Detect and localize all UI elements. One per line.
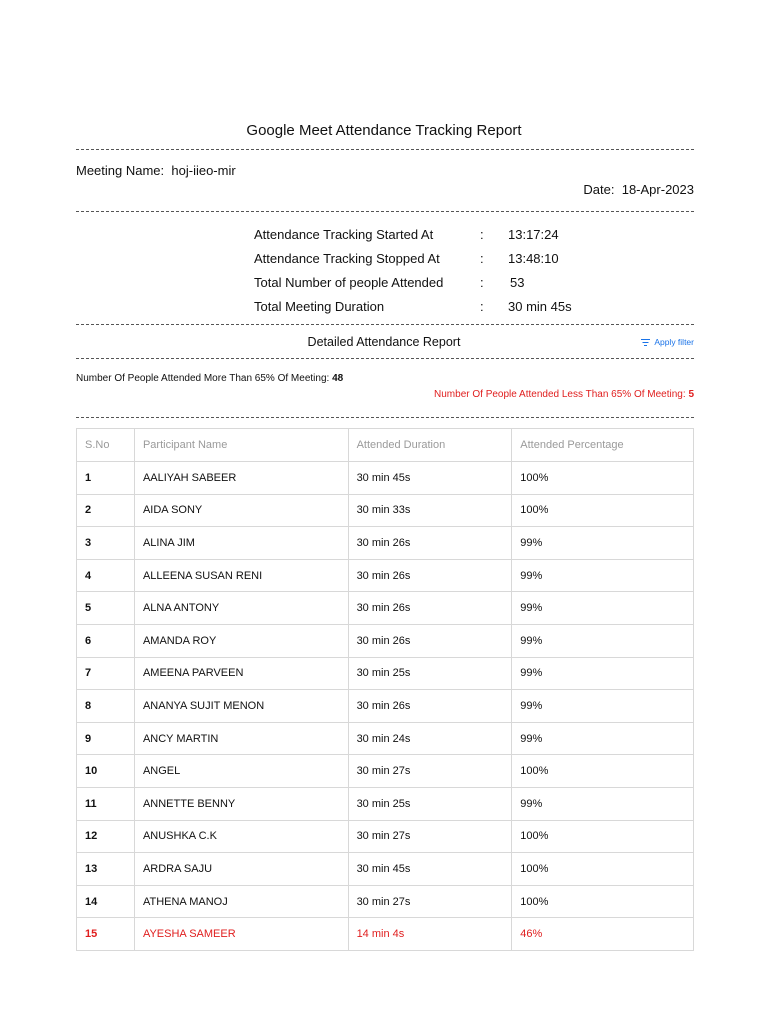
cell-sno: 1 bbox=[77, 462, 135, 495]
table-row bbox=[77, 853, 694, 886]
stat-colon: : bbox=[480, 274, 484, 290]
table-row bbox=[77, 787, 694, 820]
summary-more-count: 48 bbox=[332, 373, 344, 384]
cell-duration: 30 min 25s bbox=[348, 787, 512, 820]
summary-less-than-65 bbox=[434, 389, 694, 400]
summary-less-label: Number Of People Attended Less Than 65% Of Meeting: bbox=[434, 389, 686, 400]
cell-percent: 99% bbox=[512, 722, 694, 755]
date-line bbox=[583, 182, 694, 197]
cell-percent: 99% bbox=[512, 592, 694, 625]
cell-duration: 30 min 45s bbox=[348, 462, 512, 495]
cell-duration: 30 min 26s bbox=[348, 527, 512, 560]
cell-name: ATHENA MANOJ bbox=[134, 885, 348, 918]
cell-sno: 14 bbox=[77, 885, 135, 918]
meeting-name-label: Meeting Name: bbox=[76, 163, 165, 178]
table-row bbox=[77, 657, 694, 690]
cell-sno: 3 bbox=[77, 527, 135, 560]
table-row bbox=[77, 494, 694, 527]
cell-name: AIDA SONY bbox=[134, 494, 348, 527]
cell-percent: 100% bbox=[512, 462, 694, 495]
detailed-report-title: Detailed Attendance Report bbox=[307, 335, 461, 349]
cell-percent: 99% bbox=[512, 527, 694, 560]
stat-value: 13:48:10 bbox=[508, 250, 559, 266]
table-row bbox=[77, 624, 694, 657]
cell-duration: 30 min 26s bbox=[348, 690, 512, 723]
cell-sno: 6 bbox=[77, 624, 135, 657]
summary-less-count: 5 bbox=[688, 389, 694, 400]
date-label: Date: bbox=[583, 182, 615, 197]
cell-duration: 30 min 25s bbox=[348, 657, 512, 690]
divider bbox=[76, 324, 694, 325]
stat-value: 30 min 45s bbox=[508, 298, 572, 314]
cell-name: ANGEL bbox=[134, 755, 348, 788]
cell-sno: 5 bbox=[77, 592, 135, 625]
cell-name: AMEENA PARVEEN bbox=[134, 657, 348, 690]
cell-percent: 99% bbox=[512, 559, 694, 592]
table-row-low-attendance bbox=[77, 918, 694, 951]
summary-more-than-65 bbox=[76, 373, 343, 384]
cell-duration: 30 min 27s bbox=[348, 820, 512, 853]
cell-duration: 30 min 26s bbox=[348, 592, 512, 625]
cell-name: ALINA JIM bbox=[134, 527, 348, 560]
meeting-name-value: hoj-iieo-mir bbox=[171, 163, 236, 178]
divider bbox=[76, 211, 694, 212]
cell-duration: 30 min 26s bbox=[348, 559, 512, 592]
cell-name: ALNA ANTONY bbox=[134, 592, 348, 625]
cell-percent: 46% bbox=[512, 918, 694, 951]
cell-sno: 12 bbox=[77, 820, 135, 853]
attendance-table bbox=[76, 428, 694, 951]
cell-sno: 7 bbox=[77, 657, 135, 690]
cell-duration: 30 min 26s bbox=[348, 624, 512, 657]
cell-percent: 99% bbox=[512, 657, 694, 690]
summary-more-label: Number Of People Attended More Than 65% Of Meeting: bbox=[76, 373, 330, 384]
col-header-sno: S.No bbox=[77, 429, 135, 462]
stats-block bbox=[254, 222, 610, 318]
cell-percent: 100% bbox=[512, 885, 694, 918]
meeting-name-line bbox=[76, 163, 236, 178]
table-row bbox=[77, 885, 694, 918]
divider bbox=[76, 358, 694, 359]
cell-sno: 2 bbox=[77, 494, 135, 527]
table-row bbox=[77, 722, 694, 755]
cell-percent: 100% bbox=[512, 853, 694, 886]
cell-percent: 99% bbox=[512, 624, 694, 657]
col-header-duration: Attended Duration bbox=[348, 429, 512, 462]
cell-percent: 100% bbox=[512, 755, 694, 788]
table-row bbox=[77, 592, 694, 625]
cell-sno: 9 bbox=[77, 722, 135, 755]
apply-filter-label: Apply filter bbox=[654, 337, 694, 347]
col-header-percent: Attended Percentage bbox=[512, 429, 694, 462]
cell-name: ANANYA SUJIT MENON bbox=[134, 690, 348, 723]
stat-value: 53 bbox=[510, 274, 525, 290]
stat-colon: : bbox=[480, 226, 484, 242]
cell-percent: 100% bbox=[512, 820, 694, 853]
table-row bbox=[77, 690, 694, 723]
stat-label: Total Meeting Duration bbox=[254, 298, 385, 314]
stat-value: 13:17:24 bbox=[508, 226, 559, 242]
stat-label: Attendance Tracking Stopped At bbox=[254, 250, 440, 266]
cell-duration: 30 min 27s bbox=[348, 885, 512, 918]
table-row bbox=[77, 462, 694, 495]
col-header-name: Participant Name bbox=[134, 429, 348, 462]
cell-sno: 13 bbox=[77, 853, 135, 886]
table-row bbox=[77, 527, 694, 560]
stat-colon: : bbox=[480, 250, 484, 266]
cell-duration: 14 min 4s bbox=[348, 918, 512, 951]
stat-label: Attendance Tracking Started At bbox=[254, 226, 434, 242]
cell-name: ANUSHKA C.K bbox=[134, 820, 348, 853]
stat-row-stopped bbox=[254, 246, 610, 270]
cell-name: ARDRA SAJU bbox=[134, 853, 348, 886]
cell-name: ALLEENA SUSAN RENI bbox=[134, 559, 348, 592]
stat-label: Total Number of people Attended bbox=[254, 274, 444, 290]
divider bbox=[76, 149, 694, 150]
cell-percent: 100% bbox=[512, 494, 694, 527]
cell-percent: 99% bbox=[512, 690, 694, 723]
cell-name: ANCY MARTIN bbox=[134, 722, 348, 755]
stat-row-total-people bbox=[254, 270, 610, 294]
cell-name: ANNETTE BENNY bbox=[134, 787, 348, 820]
cell-duration: 30 min 24s bbox=[348, 722, 512, 755]
cell-sno: 10 bbox=[77, 755, 135, 788]
table-header-row bbox=[77, 429, 694, 462]
cell-sno: 8 bbox=[77, 690, 135, 723]
cell-sno: 11 bbox=[77, 787, 135, 820]
cell-duration: 30 min 27s bbox=[348, 755, 512, 788]
stat-colon: : bbox=[480, 298, 484, 314]
table-row bbox=[77, 755, 694, 788]
report-title: Google Meet Attendance Tracking Report bbox=[246, 122, 522, 139]
cell-name: AALIYAH SABEER bbox=[134, 462, 348, 495]
divider bbox=[76, 417, 694, 418]
cell-percent: 99% bbox=[512, 787, 694, 820]
date-value: 18-Apr-2023 bbox=[621, 182, 694, 197]
stat-row-duration bbox=[254, 294, 610, 318]
cell-sno: 4 bbox=[77, 559, 135, 592]
stat-row-started bbox=[254, 222, 610, 246]
table-row bbox=[77, 820, 694, 853]
table-row bbox=[77, 559, 694, 592]
cell-duration: 30 min 33s bbox=[348, 494, 512, 527]
cell-sno: 15 bbox=[77, 918, 135, 951]
cell-name: AYESHA SAMEER bbox=[134, 918, 348, 951]
filter-icon bbox=[641, 339, 650, 346]
cell-duration: 30 min 45s bbox=[348, 853, 512, 886]
apply-filter-button[interactable] bbox=[641, 337, 694, 347]
cell-name: AMANDA ROY bbox=[134, 624, 348, 657]
